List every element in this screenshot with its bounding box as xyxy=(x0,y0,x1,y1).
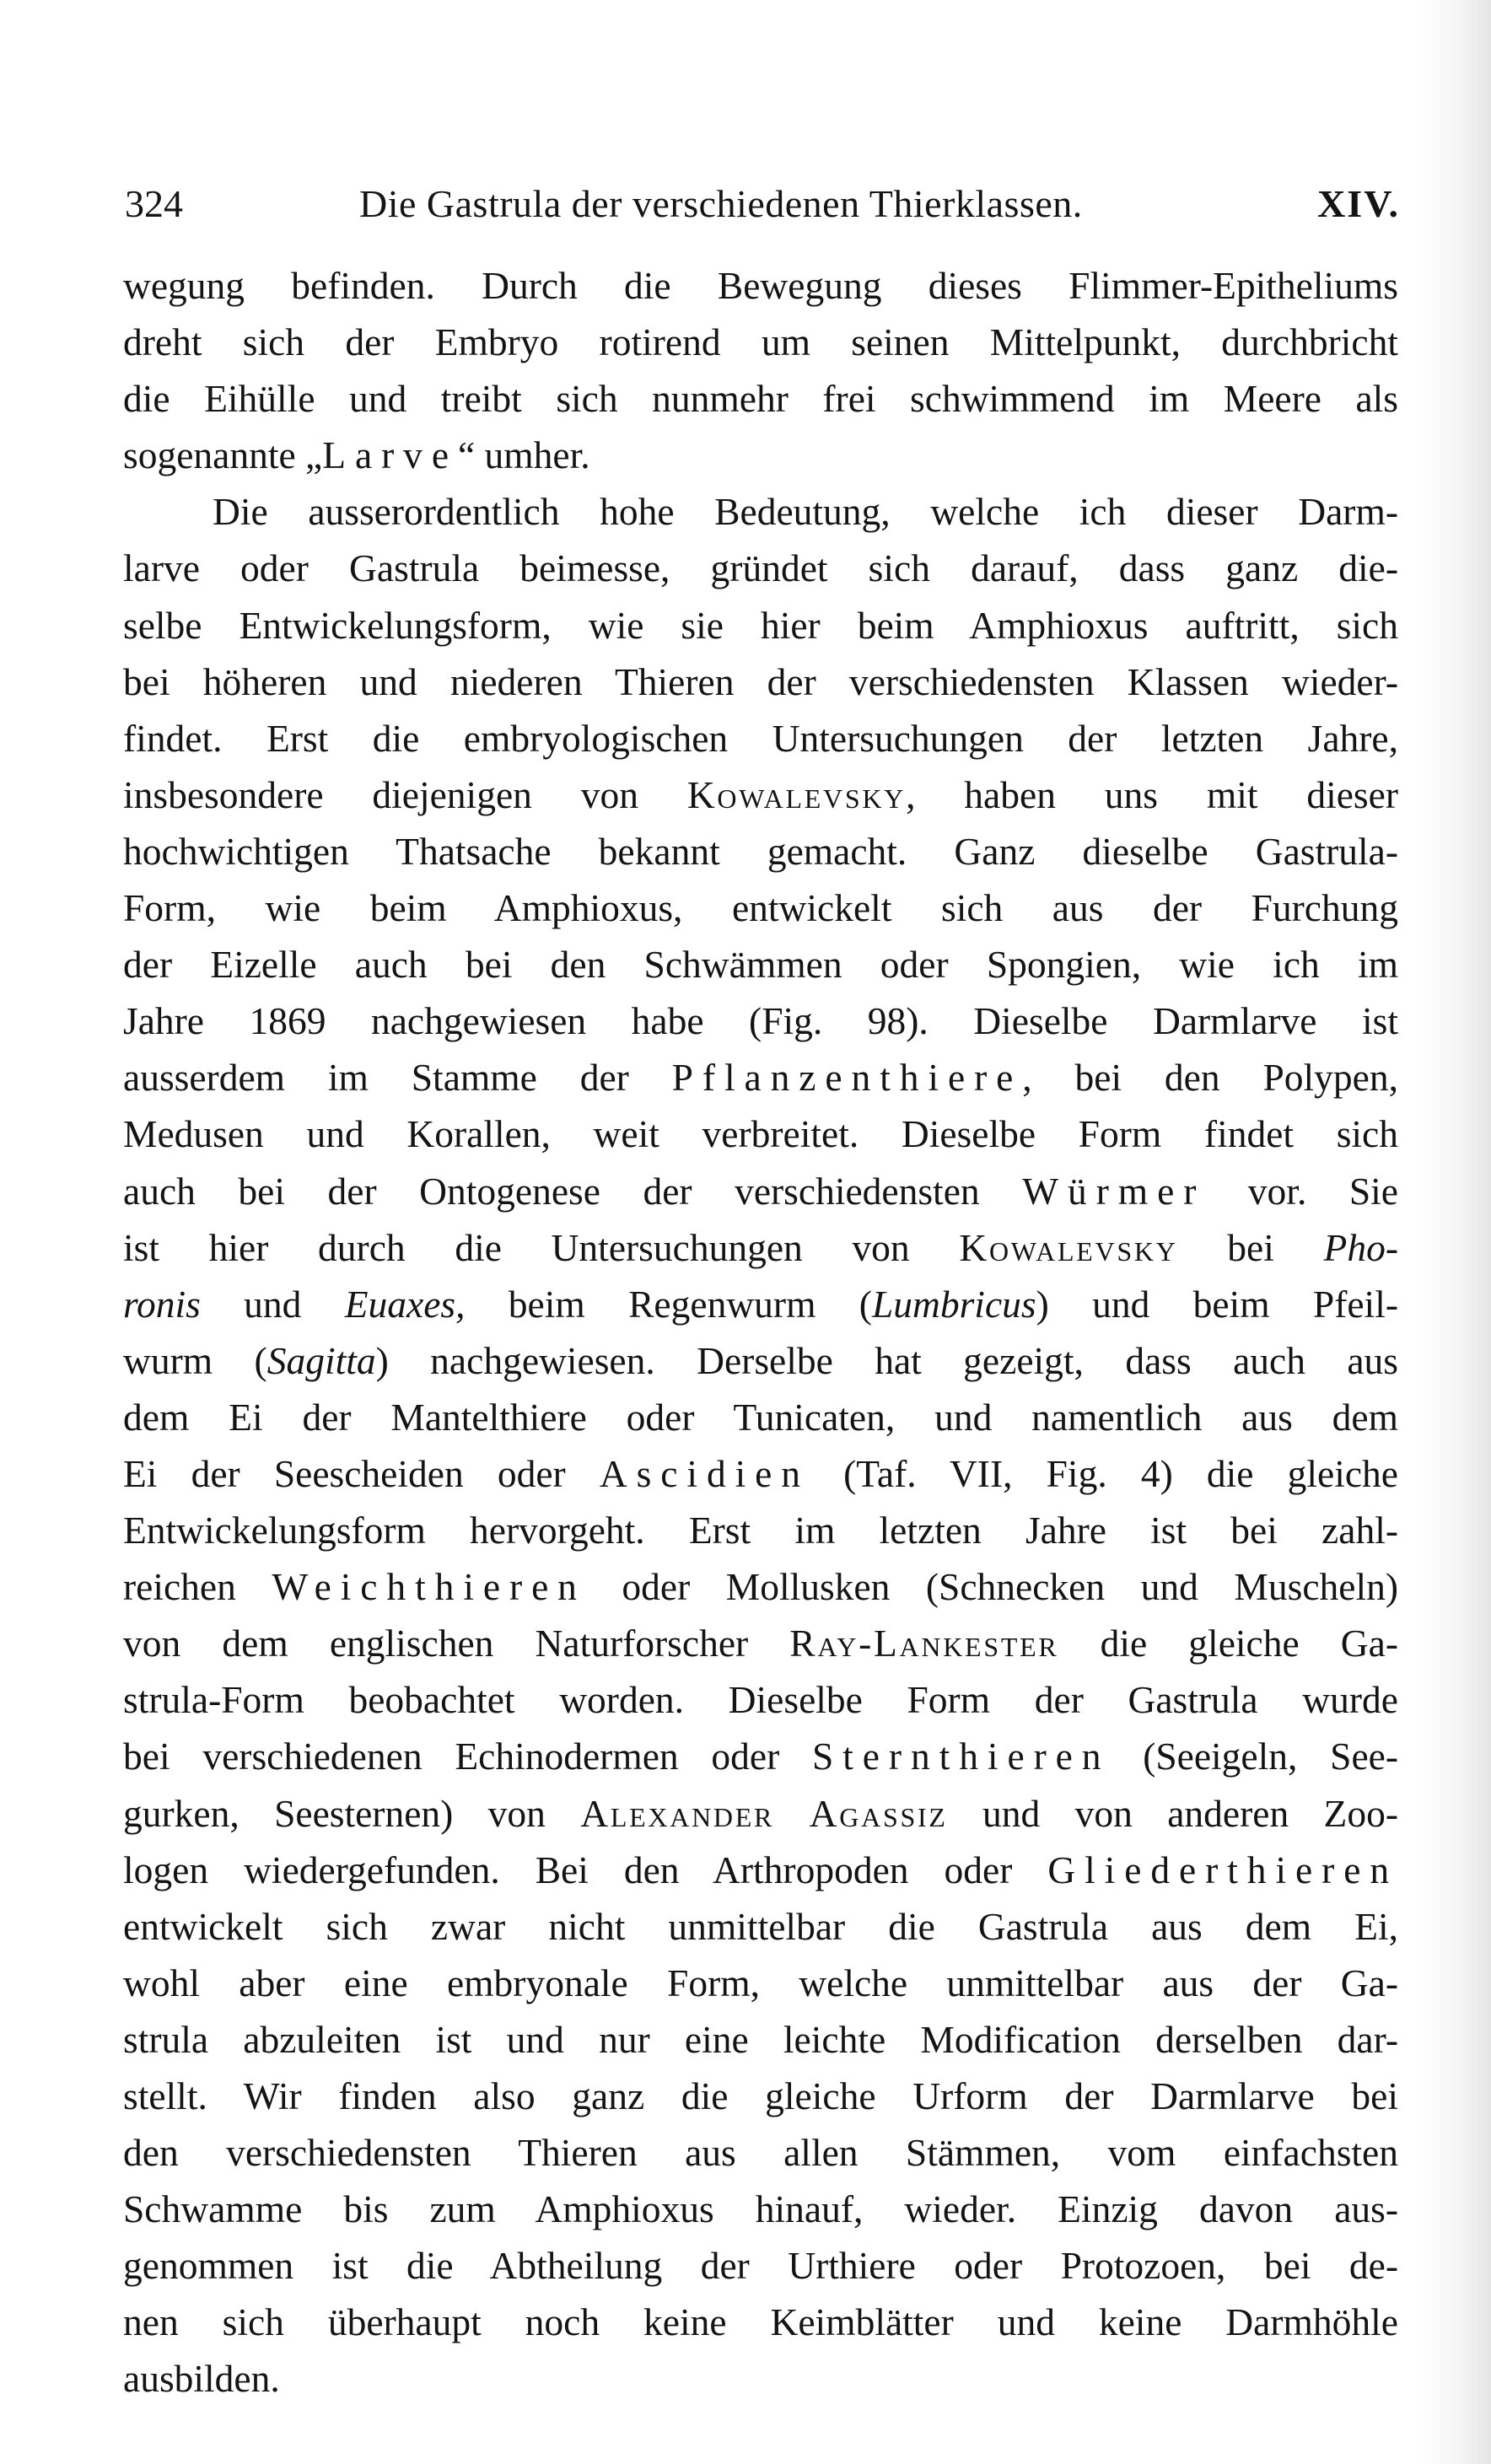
text-line xyxy=(123,1049,1398,1106)
author-name: Alexander Agassiz xyxy=(580,1791,948,1835)
body-text xyxy=(123,257,1398,2408)
spaced-term: Weichthieren xyxy=(272,1565,586,1609)
text-run: , haben uns mit dieser xyxy=(906,772,1398,816)
spaced-term: Larve xyxy=(322,433,458,477)
text-run: wegung befinden. Durch die Bewegung dieses Flimmer-Epitheliums xyxy=(123,264,1398,307)
text-run: sogenannte „ xyxy=(123,433,323,477)
text-line xyxy=(123,1558,1398,1615)
text-line xyxy=(123,1502,1398,1558)
author-name: Kowalevsky xyxy=(686,772,907,816)
text-line xyxy=(123,597,1398,654)
text-line xyxy=(123,2068,1398,2124)
text-run: strula abzuleiten ist und nur eine leichte Modification derselben dar- xyxy=(123,2017,1398,2061)
text-run: die Eihülle und treibt sich nunmehr frei schwimmend im Meere als xyxy=(123,377,1398,421)
text-line xyxy=(123,2124,1398,2181)
text-run: larve oder Gastrula beimesse, gründet sich darauf, dass ganz die- xyxy=(123,546,1398,590)
text-run: der Eizelle auch bei den Schwämmen oder Spongien, wie ich im xyxy=(123,943,1398,987)
text-run: hochwichtigen Thatsache bekannt gemacht. Ganz dieselbe Gastrula- xyxy=(123,829,1398,873)
text-run: vor. Sie xyxy=(1205,1169,1398,1213)
text-run: ) und beim Pfeil- xyxy=(1036,1282,1398,1326)
taxon-name: Euaxes, xyxy=(344,1282,466,1326)
page-number: 324 xyxy=(125,182,183,225)
text-line xyxy=(123,936,1398,993)
text-run: dem Ei der Mantelthiere oder Tunicaten, und namentlich aus dem xyxy=(123,1395,1398,1439)
spaced-term: Würmer xyxy=(1022,1169,1206,1213)
spaced-term: Pflanzenthiere xyxy=(671,1056,1023,1100)
text-line xyxy=(123,1785,1398,1842)
text-line xyxy=(123,314,1398,370)
text-line xyxy=(123,540,1398,596)
text-run: ) nachgewiesen. Derselbe hat gezeigt, dass auch aus xyxy=(375,1338,1398,1382)
text-run: reichen xyxy=(123,1565,272,1609)
text-run: ausserdem im Stamme der xyxy=(123,1056,672,1100)
author-name: Kowalevsky xyxy=(959,1225,1178,1269)
text-run: bei verschiedenen Echinodermen oder xyxy=(123,1735,813,1778)
text-line xyxy=(123,2011,1398,2068)
text-run: Entwickelungsform hervorgeht. Erst im letzten Jahre ist bei zahl- xyxy=(123,1509,1398,1552)
text-run: Ei der Seescheiden oder xyxy=(123,1451,600,1495)
page-header xyxy=(125,177,1400,231)
text-run: Jahre 1869 nachgewiesen habe (Fig. 98). Dieselbe Darmlarve ist xyxy=(123,999,1398,1043)
text-line xyxy=(123,1671,1398,1728)
spaced-term: Gliederthieren xyxy=(1047,1848,1398,1891)
text-line xyxy=(123,1389,1398,1445)
text-line xyxy=(123,1615,1398,1671)
taxon-name: ronis xyxy=(123,1282,201,1326)
taxon-name: Sagitta xyxy=(266,1338,376,1382)
text-line xyxy=(123,1445,1398,1502)
text-line xyxy=(123,880,1398,936)
text-run: ausbilden. xyxy=(123,2357,280,2401)
text-line xyxy=(123,1163,1398,1219)
text-line xyxy=(123,654,1398,710)
text-line xyxy=(123,1219,1398,1276)
text-line xyxy=(123,2181,1398,2237)
text-line xyxy=(123,2294,1398,2350)
text-run: (Seeigeln, See- xyxy=(1110,1735,1398,1778)
text-run: Medusen und Korallen, weit verbreitet. Dieselbe Form findet sich xyxy=(123,1112,1398,1156)
text-line xyxy=(123,767,1398,823)
text-line xyxy=(123,483,1398,540)
text-run: logen wiedergefunden. Bei den Arthropoden oder xyxy=(123,1848,1048,1891)
text-run: insbesondere diejenigen von xyxy=(123,772,687,816)
spaced-term: Sternthieren xyxy=(812,1735,1111,1778)
text-run: “ umher. xyxy=(457,433,590,477)
text-run: Form, wie beim Amphioxus, entwickelt sich aus der Furchung xyxy=(123,886,1398,930)
text-run: beim Regenwurm ( xyxy=(465,1282,872,1326)
text-line xyxy=(123,2350,1398,2407)
spaced-term: Ascidien xyxy=(599,1451,810,1495)
page-edge-shadow xyxy=(1415,0,1491,2464)
text-line xyxy=(123,1106,1398,1162)
text-line xyxy=(123,1898,1398,1955)
text-line xyxy=(123,823,1398,880)
text-line xyxy=(123,710,1398,767)
text-run: Die ausserordentlich hohe Bedeutung, welche ich dieser Darm- xyxy=(213,490,1398,534)
text-run: nen sich überhaupt noch keine Keimblätter und keine Darmhöhle xyxy=(123,2300,1398,2344)
text-run: strula-Form beobachtet worden. Dieselbe Form der Gastrula wurde xyxy=(123,1678,1398,1722)
text-run: den verschiedensten Thieren aus allen Stämmen, vom einfachsten xyxy=(123,2131,1398,2175)
text-line xyxy=(123,1276,1398,1332)
text-line xyxy=(123,1332,1398,1389)
text-run: selbe Entwickelungsform, wie sie hier beim Amphioxus auftritt, sich xyxy=(123,603,1398,647)
text-run: oder Mollusken (Schnecken und Muscheln) xyxy=(585,1565,1398,1609)
chapter-number: XIV. xyxy=(1317,182,1400,225)
taxon-name: Lumbricus xyxy=(871,1282,1036,1326)
text-line xyxy=(123,1728,1398,1784)
text-run: dreht sich der Embryo rotirend um seinen Mittelpunkt, durchbricht xyxy=(123,320,1398,364)
text-line xyxy=(123,257,1398,314)
text-run: bei xyxy=(1177,1225,1324,1269)
text-line xyxy=(123,993,1398,1049)
text-run: gurken, Seesternen) von xyxy=(123,1791,581,1835)
text-run: bei höheren und niederen Thieren der verschiedensten Klassen wieder- xyxy=(123,659,1398,703)
text-run: stellt. Wir finden also ganz die gleiche Urform der Darmlarve bei xyxy=(123,2074,1398,2117)
text-run: genommen ist die Abtheilung der Urthiere oder Protozoen, bei de- xyxy=(123,2244,1398,2288)
text-line xyxy=(123,2237,1398,2294)
running-title: Die Gastrula der verschiedenen Thierklassen. xyxy=(359,182,1083,225)
taxon-name: Pho- xyxy=(1323,1225,1398,1269)
text-run: von dem englischen Naturforscher xyxy=(123,1622,790,1665)
text-run: Schwamme bis zum Amphioxus hinauf, wieder. Einzig davon aus- xyxy=(123,2187,1398,2231)
text-run: die gleiche Ga- xyxy=(1058,1622,1398,1665)
author-name: Ray-Lankester xyxy=(789,1622,1059,1665)
text-line xyxy=(123,370,1398,427)
text-line xyxy=(123,427,1398,483)
text-run: und von anderen Zoo- xyxy=(947,1791,1398,1835)
text-run: auch bei der Ontogenese der verschiedensten xyxy=(123,1169,1023,1213)
text-run: entwickelt sich zwar nicht unmittelbar die Gastrula aus dem Ei, xyxy=(123,1904,1398,1948)
text-run: und xyxy=(200,1282,345,1326)
text-run: wurm ( xyxy=(123,1338,267,1382)
text-line xyxy=(123,1842,1398,1898)
text-run: ist hier durch die Untersuchungen von xyxy=(123,1225,960,1269)
text-run: findet. Erst die embryologischen Untersuchungen der letzten Jahre, xyxy=(123,716,1398,760)
text-run: , bei den Polypen, xyxy=(1022,1056,1398,1100)
text-run: (Taf. VII, Fig. 4) die gleiche xyxy=(809,1451,1398,1495)
text-run: wohl aber eine embryonale Form, welche unmittelbar aus der Ga- xyxy=(123,1961,1398,2004)
text-line xyxy=(123,1955,1398,2011)
